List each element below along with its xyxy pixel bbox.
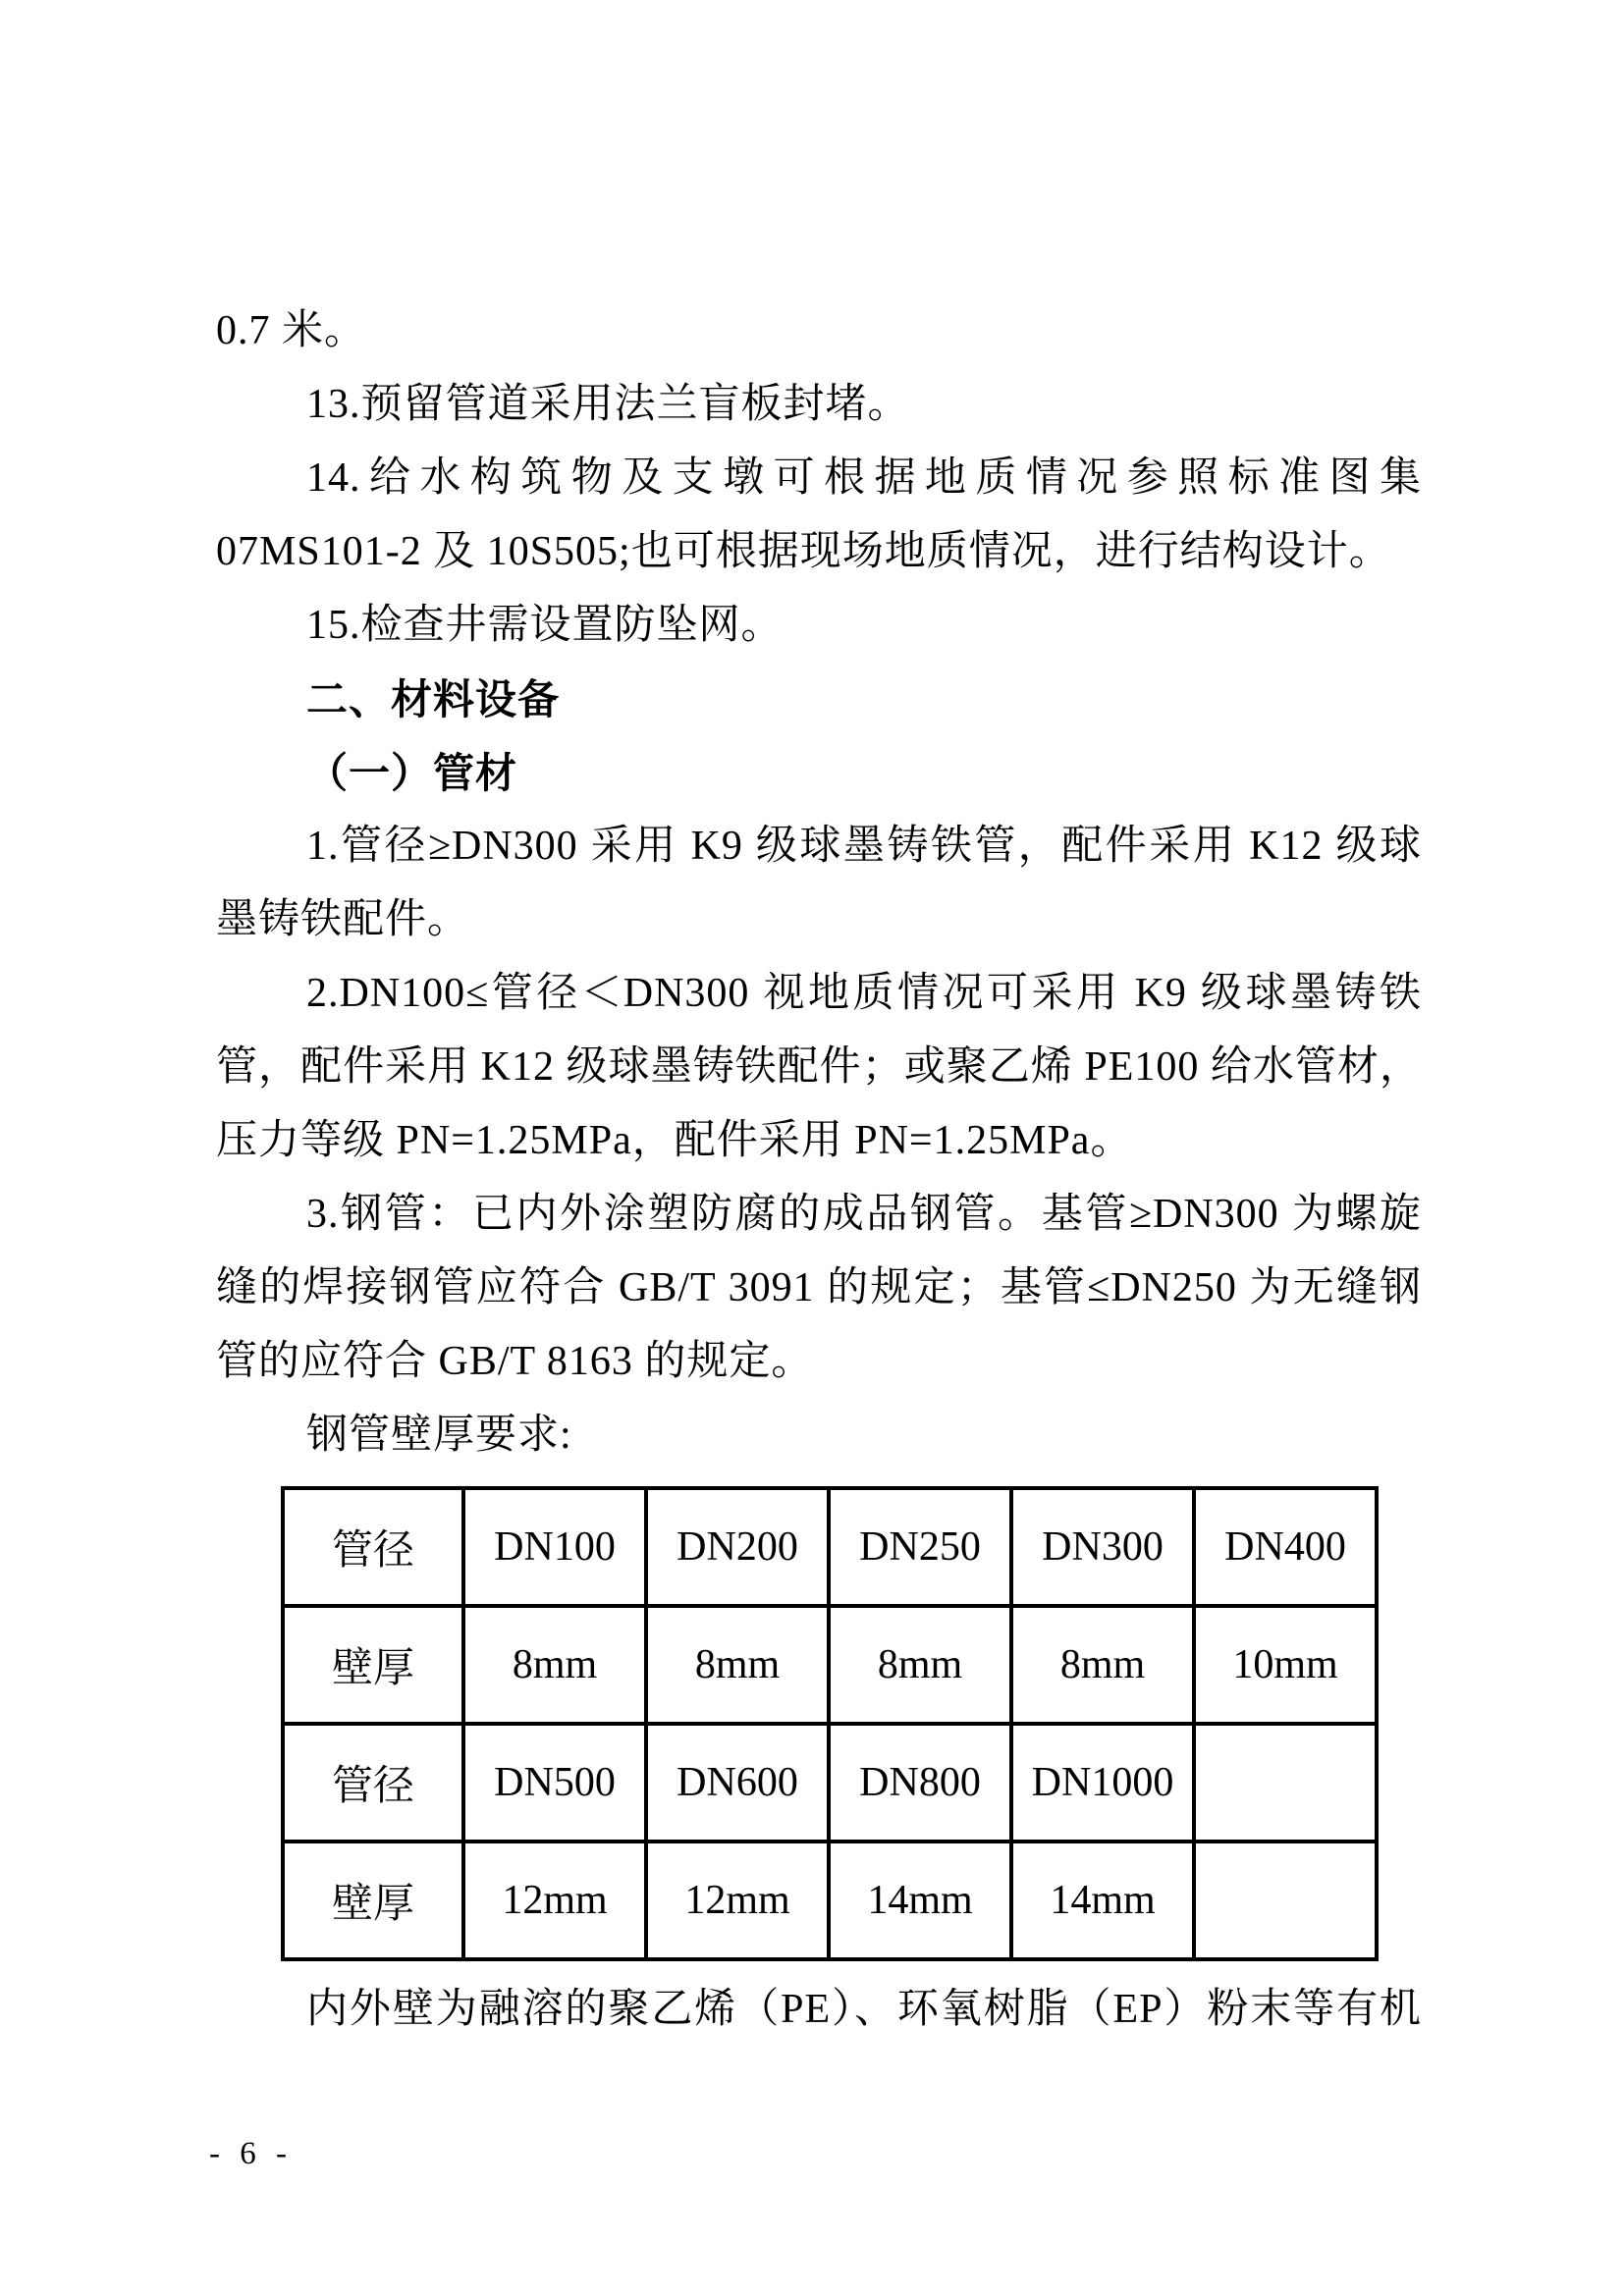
table-cell: 12mm: [646, 1842, 829, 1959]
table-cell: DN600: [646, 1724, 829, 1842]
item-2-line2: 管，配件采用 K12 级球墨铸铁配件；或聚乙烯 PE100 给水管材，: [216, 1044, 1422, 1090]
page-number: - 6 -: [209, 2136, 293, 2171]
table-cell: 14mm: [829, 1842, 1011, 1959]
item-2-line1: 2.DN100≤管径＜DN300 视地质情况可采用 K9 级球墨铸铁: [306, 971, 1422, 1016]
item-1-line1: 1.管径≥DN300 采用 K9 级球墨铸铁管，配件采用 K12 级球: [306, 824, 1422, 869]
item-3-line3: 管的应符合 GB/T 8163 的规定。: [216, 1339, 814, 1384]
table-cell: DN250: [829, 1488, 1011, 1606]
section-heading-materials: 二、材料设备: [306, 676, 561, 722]
subsection-heading-pipes: （一）管材: [306, 750, 518, 796]
table-cell: [1194, 1724, 1377, 1842]
item-15: 15.检查井需设置防坠网。: [306, 603, 784, 648]
table-cell: 8mm: [646, 1606, 829, 1724]
table-cell: DN200: [646, 1488, 829, 1606]
table-cell: 8mm: [829, 1606, 1011, 1724]
table-cell: DN100: [463, 1488, 646, 1606]
item-14-line2: 07MS101-2 及 10S505;也可根据现场地质情况，进行结构设计。: [216, 529, 1391, 574]
item-2-line3: 压力等级 PN=1.25MPa，配件采用 PN=1.25MPa。: [216, 1118, 1133, 1163]
table-cell: 10mm: [1194, 1606, 1377, 1724]
item-3-line2: 缝的焊接钢管应符合 GB/T 3091 的规定；基管≤DN250 为无缝钢: [216, 1265, 1422, 1310]
table-cell: 14mm: [1011, 1842, 1194, 1959]
table-cell: DN500: [463, 1724, 646, 1842]
table-cell: [1194, 1842, 1377, 1959]
table-row: [283, 1842, 1377, 1959]
table-row: [283, 1724, 1377, 1842]
item-1-line2: 墨铸铁配件。: [216, 897, 470, 942]
table-cell: DN400: [1194, 1488, 1377, 1606]
table-cell: DN1000: [1011, 1724, 1194, 1842]
item-14-line1: 14.给水构筑物及支墩可根据地质情况参照标准图集: [306, 455, 1422, 501]
table-cell: 壁厚: [283, 1606, 463, 1724]
document-body: [216, 294, 1422, 2047]
table-cell: 12mm: [463, 1842, 646, 1959]
item-13: 13.预留管道采用法兰盲板封堵。: [306, 382, 910, 427]
pipe-wall-thickness-table: [281, 1486, 1379, 1961]
table-row: [283, 1606, 1377, 1724]
table-caption: 钢管壁厚要求:: [306, 1413, 572, 1458]
closing-paragraph-line: 内外壁为融溶的聚乙烯（PE）、环氧树脂（EP）粉末等有机: [306, 1987, 1422, 2032]
table-cell: 管径: [283, 1488, 463, 1606]
table-cell: DN300: [1011, 1488, 1194, 1606]
table-cell: 8mm: [463, 1606, 646, 1724]
line-0-7m: 0.7 米。: [216, 308, 367, 353]
table-row: [283, 1488, 1377, 1606]
table-cell: 壁厚: [283, 1842, 463, 1959]
table-cell: 管径: [283, 1724, 463, 1842]
table-cell: 8mm: [1011, 1606, 1194, 1724]
table-cell: DN800: [829, 1724, 1011, 1842]
item-3-line1: 3.钢管：已内外涂塑防腐的成品钢管。基管≥DN300 为螺旋: [306, 1192, 1422, 1237]
